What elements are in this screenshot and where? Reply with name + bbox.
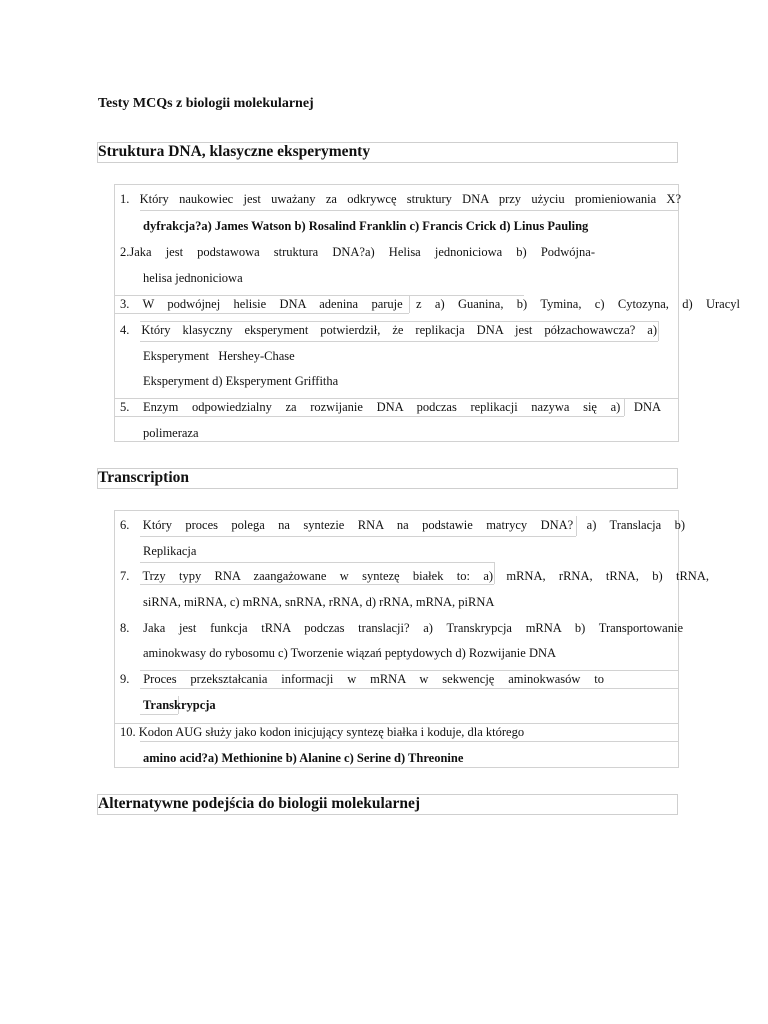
- divider: [140, 714, 178, 715]
- question-line: 10. Kodon AUG służy jako kodon inicjujący syntezę białka i koduje, dla którego: [120, 725, 525, 739]
- section-title-transcription: Transcription: [98, 469, 189, 486]
- question-line: 2.Jaka jest podstawowa struktura DNA?a) Helisa jednoniciowa b) Podwójna-: [120, 245, 595, 259]
- section-title-dna-structure: Struktura DNA, klasyczne eksperymenty: [98, 143, 371, 160]
- divider: [114, 416, 624, 417]
- question-line: Replikacja: [143, 544, 197, 558]
- divider: [140, 741, 678, 742]
- divider: [140, 210, 678, 211]
- question-line: Eksperyment Hershey-Chase: [143, 349, 295, 363]
- question-line: 6. Który proces polega na syntezie RNA na podstawie matrycy DNA? a) Translacja b): [120, 518, 685, 532]
- section-title-alternative-approaches: Alternatywne podejścia do biologii molekularnej: [98, 795, 421, 812]
- divider: [140, 688, 678, 689]
- divider: [140, 536, 576, 537]
- question-line: 7. Trzy typy RNA zaangażowane w syntezę białek to: a) mRNA, rRNA, tRNA, b) tRNA,: [120, 569, 709, 583]
- question-line: amino acid?a) Methionine b) Alanine c) Serine d) Threonine: [143, 751, 464, 765]
- divider: [140, 584, 494, 585]
- question-line: Eksperyment d) Eksperyment Griffitha: [143, 374, 339, 388]
- question-line: 3. W podwójnej helisie DNA adenina paruje z a) Guanina, b) Tymina, c) Cytozyna, d) Uracyl: [120, 297, 740, 311]
- question-line: helisa jednoniciowa: [143, 271, 243, 285]
- question-line: aminokwasy do rybosomu c) Tworzenie wiązań peptydowych d) Rozwijanie DNA: [143, 646, 557, 660]
- divider: [140, 341, 658, 342]
- question-line: Transkrypcja: [143, 698, 216, 712]
- question-line: 5. Enzym odpowiedzialny za rozwijanie DNA podczas replikacji nazywa się a) DNA: [120, 400, 661, 414]
- question-line: polimeraza: [143, 426, 199, 440]
- question-line: siRNA, miRNA, c) mRNA, snRNA, rRNA, d) rRNA, mRNA, piRNA: [143, 595, 495, 609]
- question-line: 4. Który klasyczny eksperyment potwierdził, że replikacja DNA jest półzachowawcza? a): [120, 323, 657, 337]
- question-line: 9. Proces przekształcania informacji w mRNA w sekwencję aminokwasów to: [120, 672, 604, 686]
- divider: [140, 562, 494, 563]
- question-line: 8. Jaka jest funkcja tRNA podczas translacji? a) Transkrypcja mRNA b) Transportowanie: [120, 621, 683, 635]
- divider: [658, 321, 659, 341]
- document-title: Testy MCQs z biologii molekularnej: [98, 96, 314, 111]
- divider: [114, 313, 409, 314]
- question-line: 1. Który naukowiec jest uważany za odkrywcę struktury DNA przy użyciu promieniowania X?: [120, 192, 681, 206]
- question-line: dyfrakcja?a) James Watson b) Rosalind Franklin c) Francis Crick d) Linus Pauling: [143, 219, 589, 233]
